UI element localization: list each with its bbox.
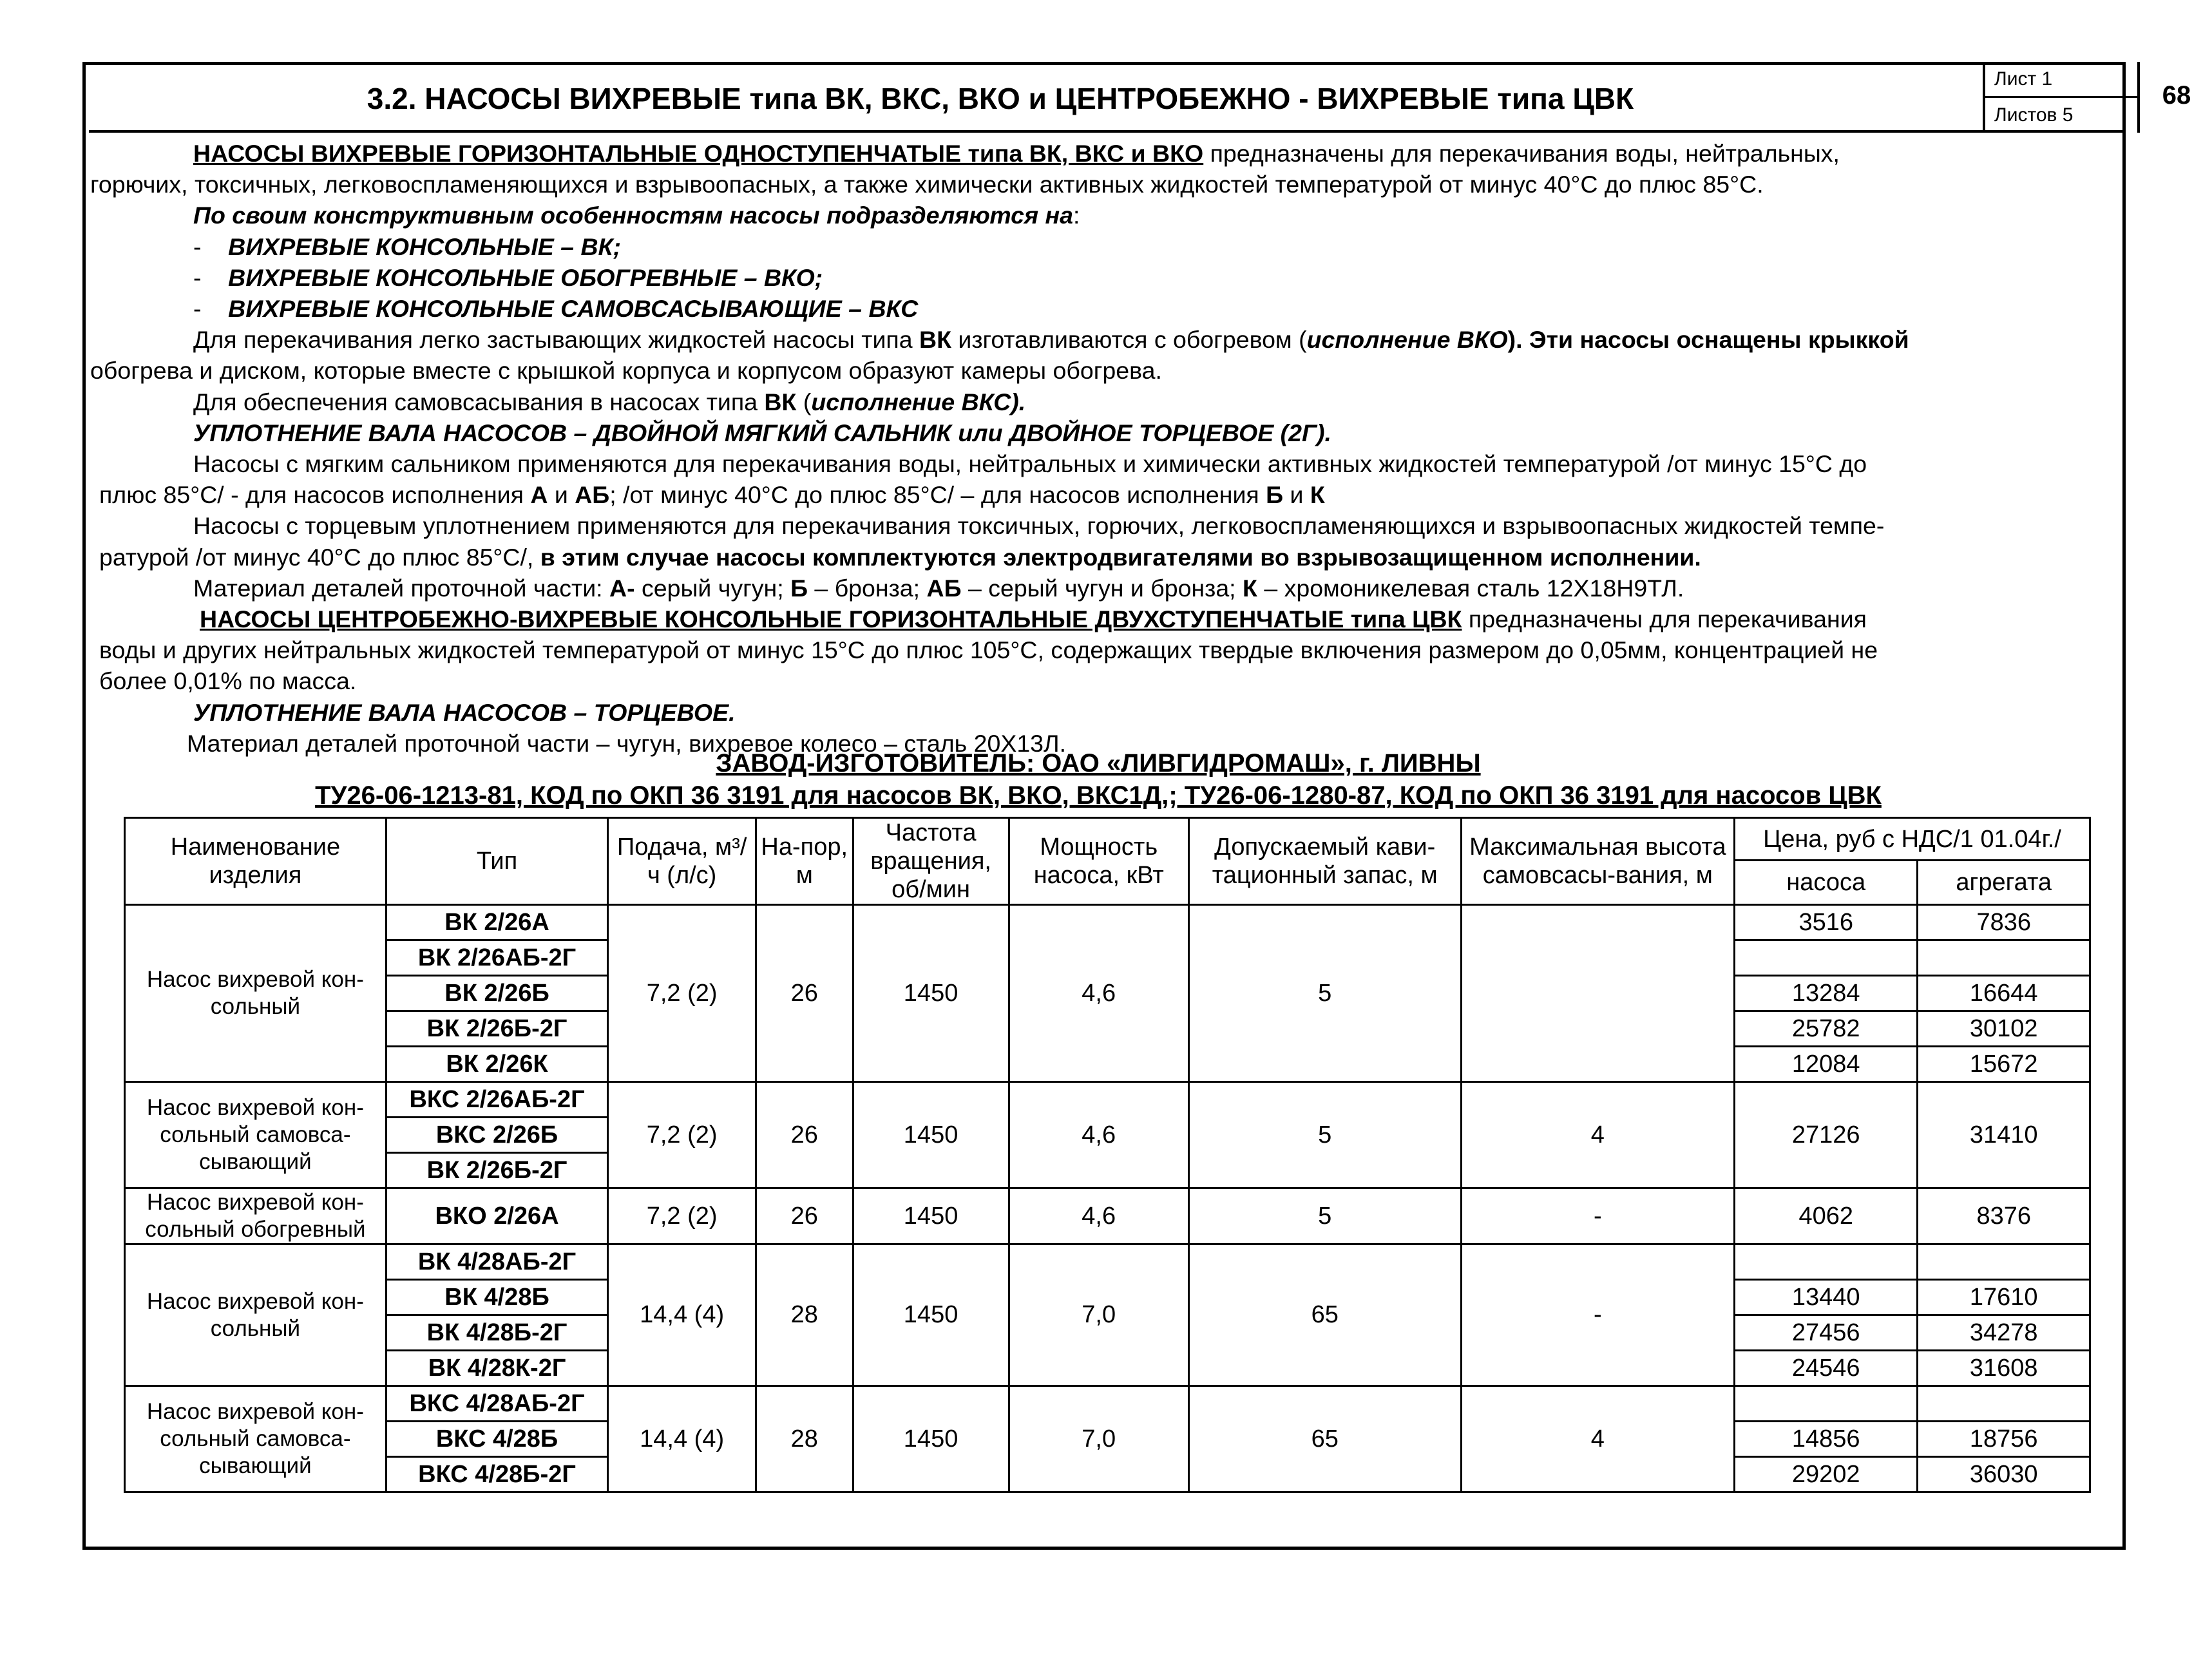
paragraph-vk-line2: горючих, токсичных, легковоспламеняющихся и взрывоопасных, а также химически активных жидкостей температурой от минус 40°С до плюс 85°С. xyxy=(90,171,1764,198)
type-cell: ВК 2/26А xyxy=(386,905,607,940)
paragraph-heated: Для перекачивания легко застывающих жидкостей насосы типа ВК изготавливаются с обогревом (исполнение ВКО). Эти насосы оснащены крыккой xyxy=(193,326,1909,354)
col-price-header: Цена, руб с НДС/1 01.04г./ xyxy=(1735,818,2090,861)
type-cell: ВК 4/28Б xyxy=(386,1280,607,1315)
manufacturer-block xyxy=(90,747,2106,812)
type-cell: ВК 2/26Б-2Г xyxy=(386,1153,607,1188)
table-row xyxy=(125,1188,2090,1244)
power-cell: 4,6 xyxy=(1009,905,1188,1082)
page-number: 68 xyxy=(2162,81,2191,110)
col-speed-header: Частота вращения, об/мин xyxy=(853,818,1009,905)
price-pump-cell: 25782 xyxy=(1735,1011,1918,1047)
col-flow-header: Подача, м³/ч (л/с) xyxy=(608,818,756,905)
price-unit-cell: 15672 xyxy=(1918,1047,2090,1082)
price-unit-cell xyxy=(1918,1386,2090,1422)
type-cell: ВКС 4/28АБ-2Г xyxy=(386,1386,607,1422)
price-pump-cell: 27126 xyxy=(1735,1082,1918,1188)
type-cell: ВКС 2/26Б xyxy=(386,1118,607,1153)
table-row xyxy=(125,1244,2090,1280)
paragraph-mech-seal: Насосы с торцевым уплотнением применяются для перекачивания токсичных, горючих, легковоспламеняющихся и взрывоопасных жидкостей темпе- xyxy=(193,512,1885,540)
suction-cell: - xyxy=(1461,1188,1734,1244)
paragraph-selfpriming: Для обеспечения самовсасывания в насосах типа ВК (исполнение ВКС). xyxy=(193,388,1026,415)
col-power-header: Мощность насоса, кВт xyxy=(1009,818,1188,905)
heading-vk: НАСОСЫ ВИХРЕВЫЕ ГОРИЗОНТАЛЬНЫЕ ОДНОСТУПЕНЧАТЫЕ типа ВК, ВКС и ВКО xyxy=(193,140,1204,167)
price-pump-cell xyxy=(1735,1244,1918,1280)
product-name-cell: Насос вихревой кон-сольный обогревный xyxy=(125,1188,386,1244)
power-cell: 4,6 xyxy=(1009,1188,1188,1244)
type-cell: ВКС 4/28Б xyxy=(386,1422,607,1457)
price-unit-cell: 18756 xyxy=(1918,1422,2090,1457)
paragraph-material2: Материал деталей проточной части – чугун, вихревое колесо – сталь 20Х13Л. xyxy=(187,729,1067,757)
col-name-header: Наименование изделия xyxy=(125,818,386,905)
paragraph-material: Материал деталей проточной части: А- серый чугун; Б – бронза; АБ – серый чугун и бронза; К – хромоникелевая сталь 12Х18Н9ТЛ. xyxy=(193,574,1684,602)
suction-cell: - xyxy=(1461,1244,1734,1386)
type-item: - ВИХРЕВЫЕ КОНСОЛЬНЫЕ – ВК; xyxy=(193,233,622,260)
type-cell: ВК 2/26Б-2Г xyxy=(386,1011,607,1047)
suction-cell: 4 xyxy=(1461,1386,1734,1492)
price-unit-cell: 8376 xyxy=(1918,1188,2090,1244)
price-pump-cell: 29202 xyxy=(1735,1457,1918,1492)
price-pump-cell xyxy=(1735,1386,1918,1422)
paragraph-design-intro: По своим конструктивным особенностям насосы подразделяются на: xyxy=(193,202,1080,229)
head-cell: 28 xyxy=(756,1244,853,1386)
col-suction-header: Максимальная высота самовсасы-вания, м xyxy=(1461,818,1734,905)
head-cell: 26 xyxy=(756,1188,853,1244)
price-pump-cell: 14856 xyxy=(1735,1422,1918,1457)
npsh-cell: 65 xyxy=(1188,1386,1461,1492)
flow-cell: 7,2 (2) xyxy=(608,905,756,1082)
npsh-cell: 5 xyxy=(1188,1188,1461,1244)
col-price-unit-header: агрегата xyxy=(1918,861,2090,905)
pumps-table xyxy=(124,817,2091,1493)
col-price-pump-header: насоса xyxy=(1735,861,1918,905)
price-unit-cell xyxy=(1918,940,2090,976)
price-pump-cell xyxy=(1735,940,1918,976)
head-cell: 26 xyxy=(756,1082,853,1188)
price-pump-cell: 13284 xyxy=(1735,976,1918,1011)
suction-cell xyxy=(1461,905,1734,1082)
table-row xyxy=(125,1082,2090,1118)
type-item: - ВИХРЕВЫЕ КОНСОЛЬНЫЕ САМОВСАСЫВАЮЩИЕ – ВКС xyxy=(193,295,919,323)
product-name-cell: Насос вихревой кон-сольный самовса-сывающий xyxy=(125,1082,386,1188)
npsh-cell: 5 xyxy=(1188,905,1461,1082)
sheet-label: Лист 1 xyxy=(1985,62,2137,98)
price-unit-cell: 31608 xyxy=(1918,1351,2090,1386)
price-unit-cell: 17610 xyxy=(1918,1280,2090,1315)
seal-heading: УПЛОТНЕНИЕ ВАЛА НАСОСОВ – ДВОЙНОЙ МЯГКИЙ САЛЬНИК или ДВОЙНОЕ ТОРЦЕВОЕ (2Г). xyxy=(193,419,1331,446)
price-pump-cell: 24546 xyxy=(1735,1351,1918,1386)
type-item: - ВИХРЕВЫЕ КОНСОЛЬНЫЕ ОБОГРЕВНЫЕ – ВКО; xyxy=(193,263,823,291)
power-cell: 7,0 xyxy=(1009,1244,1188,1386)
table-row xyxy=(125,905,2090,940)
speed-cell: 1450 xyxy=(853,1244,1009,1386)
flow-cell: 14,4 (4) xyxy=(608,1386,756,1492)
price-unit-cell: 34278 xyxy=(1918,1315,2090,1351)
price-pump-cell: 13440 xyxy=(1735,1280,1918,1315)
paragraph-vk-heading: НАСОСЫ ВИХРЕВЫЕ ГОРИЗОНТАЛЬНЫЕ ОДНОСТУПЕНЧАТЫЕ типа ВК, ВКС и ВКО предназначены для перекачивания воды, нейтральных, xyxy=(193,140,1840,167)
type-cell: ВКО 2/26А xyxy=(386,1188,607,1244)
price-pump-cell: 27456 xyxy=(1735,1315,1918,1351)
power-cell: 4,6 xyxy=(1009,1082,1188,1188)
paragraph-mech-seal-line2: ратурой /от минус 40°С до плюс 85°С/, в этим случае насосы комплектуются электродвигателями во взрывозащищенном исполнении. xyxy=(99,543,1701,571)
price-unit-cell: 30102 xyxy=(1918,1011,2090,1047)
paragraph-heated-line2: обогрева и диском, которые вместе с крышкой корпуса и корпусом образуют камеры обогрева. xyxy=(90,357,1162,385)
power-cell: 7,0 xyxy=(1009,1386,1188,1492)
product-name-cell: Насос вихревой кон-сольный xyxy=(125,905,386,1082)
paragraph-soft-seal-line2: плюс 85°С/ - для насосов исполнения А и АБ; /от минус 40°С до плюс 85°С/ – для насосов исполнения Б и К xyxy=(99,481,1325,509)
type-cell: ВК 4/28АБ-2Г xyxy=(386,1244,607,1280)
manufacturer-name: ЗАВОД-ИЗГОТОВИТЕЛЬ: ОАО «ЛИВГИДРОМАШ», г. ЛИВНЫ xyxy=(716,749,1481,777)
speed-cell: 1450 xyxy=(853,1188,1009,1244)
npsh-cell: 5 xyxy=(1188,1082,1461,1188)
price-unit-cell: 7836 xyxy=(1918,905,2090,940)
paragraph-cvk-line2: воды и других нейтральных жидкостей температурой от минус 15°С до плюс 105°С, содержащих твердые включения размером до 0,05мм, концентрацией не xyxy=(99,636,1878,664)
paragraph-soft-seal: Насосы с мягким сальником применяются для перекачивания воды, нейтральных и химически активных жидкостей температурой /от минус 15°С до xyxy=(193,450,1867,478)
speed-cell: 1450 xyxy=(853,905,1009,1082)
price-unit-cell: 36030 xyxy=(1918,1457,2090,1492)
flow-cell: 14,4 (4) xyxy=(608,1244,756,1386)
price-unit-cell: 31410 xyxy=(1918,1082,2090,1188)
seal2-heading: УПЛОТНЕНИЕ ВАЛА НАСОСОВ – ТОРЦЕВОЕ. xyxy=(193,698,736,726)
manufacturer-specs: ТУ26-06-1213-81, КОД по ОКП 36 3191 для насосов ВК, ВКО, ВКС1Д,; ТУ26-06-1280-87, КОД по ОКП 36 3191 для насосов ЦВК xyxy=(315,781,1882,810)
table-row xyxy=(125,1386,2090,1422)
head-cell: 26 xyxy=(756,905,853,1082)
type-cell: ВК 2/26К xyxy=(386,1047,607,1082)
col-type-header: Тип xyxy=(386,818,607,905)
page-title: 3.2. НАСОСЫ ВИХРЕВЫЕ типа ВК, ВКС, ВКО и ЦЕНТРОБЕЖНО - ВИХРЕВЫЕ типа ЦВК xyxy=(367,82,1634,115)
price-unit-cell: 16644 xyxy=(1918,976,2090,1011)
paragraph-cvk-line3: более 0,01% по масса. xyxy=(99,667,357,695)
speed-cell: 1450 xyxy=(853,1082,1009,1188)
product-name-cell: Насос вихревой кон-сольный xyxy=(125,1244,386,1386)
page-header xyxy=(89,62,2191,133)
price-pump-cell: 12084 xyxy=(1735,1047,1918,1082)
product-name-cell: Насос вихревой кон-сольный самовса-сывающий xyxy=(125,1386,386,1492)
suction-cell: 4 xyxy=(1461,1082,1734,1188)
sheets-count-label: Листов 5 xyxy=(1994,104,2074,126)
type-cell: ВКС 2/26АБ-2Г xyxy=(386,1082,607,1118)
flow-cell: 7,2 (2) xyxy=(608,1188,756,1244)
heading-cvk: НАСОСЫ ЦЕНТРОБЕЖНО-ВИХРЕВЫЕ КОНСОЛЬНЫЕ ГОРИЗОНТАЛЬНЫЕ ДВУХСТУПЕНЧАТЫЕ типа ЦВК xyxy=(200,605,1462,633)
speed-cell: 1450 xyxy=(853,1386,1009,1492)
price-unit-cell xyxy=(1918,1244,2090,1280)
type-cell: ВКС 4/28Б-2Г xyxy=(386,1457,607,1492)
col-npsh-header: Допускаемый кави-тационный запас, м xyxy=(1188,818,1461,905)
col-head-header: На-пор, м xyxy=(756,818,853,905)
npsh-cell: 65 xyxy=(1188,1244,1461,1386)
description-text xyxy=(90,138,2106,759)
type-cell: ВК 4/28Б-2Г xyxy=(386,1315,607,1351)
flow-cell: 7,2 (2) xyxy=(608,1082,756,1188)
type-cell: ВК 2/26АБ-2Г xyxy=(386,940,607,976)
type-cell: ВК 4/28К-2Г xyxy=(386,1351,607,1386)
head-cell: 28 xyxy=(756,1386,853,1492)
price-pump-cell: 4062 xyxy=(1735,1188,1918,1244)
price-pump-cell: 3516 xyxy=(1735,905,1918,940)
paragraph-cvk-heading: НАСОСЫ ЦЕНТРОБЕЖНО-ВИХРЕВЫЕ КОНСОЛЬНЫЕ ГОРИЗОНТАЛЬНЫЕ ДВУХСТУПЕНЧАТЫЕ типа ЦВК предназначены для перекачивания xyxy=(200,605,1867,633)
sheet-info-box xyxy=(1983,62,2140,133)
type-cell: ВК 2/26Б xyxy=(386,976,607,1011)
